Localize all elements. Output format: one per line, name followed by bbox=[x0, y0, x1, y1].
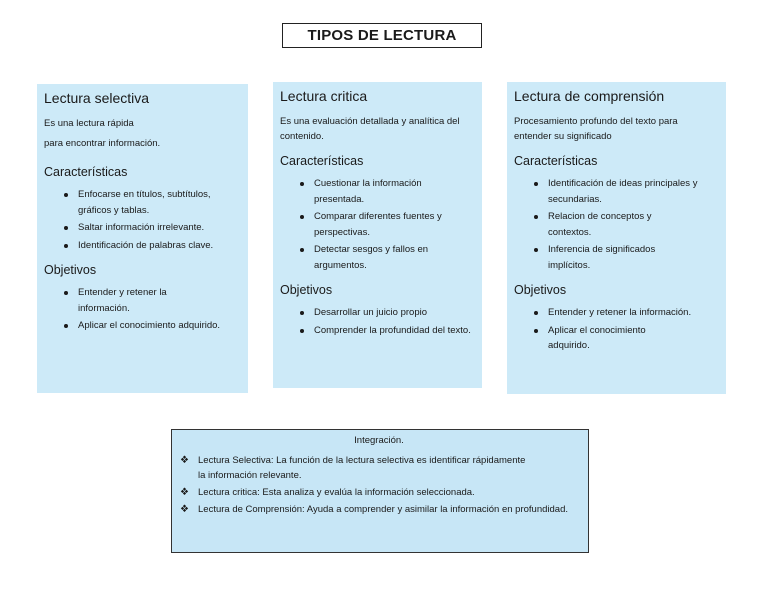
list-item: Identificación de ideas principales y secundarias. bbox=[548, 176, 719, 207]
characteristics-list bbox=[280, 176, 475, 273]
list-item: Entender y retener la información. bbox=[548, 305, 719, 321]
diamond-bullet-icon: ❖ bbox=[180, 455, 189, 466]
diamond-bullet-icon: ❖ bbox=[180, 504, 189, 515]
characteristics-heading: Características bbox=[514, 154, 598, 168]
characteristics-list bbox=[44, 187, 241, 253]
list-item-text: Lectura critica: Esta analiza y evalúa la información seleccionada. bbox=[198, 487, 475, 498]
card-title: Lectura critica bbox=[280, 88, 368, 104]
integration-list bbox=[180, 453, 578, 517]
list-item: Relacion de conceptos y contextos. bbox=[548, 209, 719, 240]
characteristics-heading: Características bbox=[280, 154, 364, 168]
integration-title: Integración. bbox=[354, 435, 404, 446]
card-title: Lectura de comprensión bbox=[514, 88, 665, 104]
diamond-bullet-icon: ❖ bbox=[180, 487, 189, 498]
list-item: Inferencia de significados implícitos. bbox=[548, 242, 719, 273]
objectives-heading: Objetivos bbox=[514, 283, 567, 297]
list-item: Cuestionar la información presentada. bbox=[314, 176, 475, 207]
list-item: Desarrollar un juicio propio bbox=[314, 305, 475, 321]
list-item: Identificación de palabras clave. bbox=[78, 238, 241, 254]
list-item: Comparar diferentes fuentes y perspectivas. bbox=[314, 209, 475, 240]
objectives-list bbox=[280, 305, 475, 338]
card-description: Procesamiento profundo del texto para entender su significado bbox=[514, 116, 678, 142]
card-lectura-de-comprension bbox=[507, 82, 726, 394]
list-item bbox=[180, 485, 578, 500]
card-title: Lectura selectiva bbox=[44, 90, 150, 106]
card-description: Es una evaluación detallada y analítica del contenido. bbox=[280, 116, 460, 142]
objectives-heading: Objetivos bbox=[44, 263, 97, 277]
objectives-list bbox=[44, 285, 241, 334]
list-item bbox=[180, 502, 578, 517]
card-description-line: Es una lectura rápida bbox=[44, 118, 134, 129]
card-lectura-selectiva bbox=[37, 84, 248, 393]
list-item-text: Lectura Selectiva: La función de la lectura selectiva es identificar rápidamente la información relevante. bbox=[198, 455, 526, 481]
list-item: Detectar sesgos y fallos en argumentos. bbox=[314, 242, 475, 273]
characteristics-list bbox=[514, 176, 719, 273]
list-item: Aplicar el conocimiento adquirido. bbox=[548, 323, 719, 354]
characteristics-heading: Características bbox=[44, 165, 128, 179]
list-item: Saltar información irrelevante. bbox=[78, 220, 241, 236]
list-item: Comprender la profundidad del texto. bbox=[314, 323, 475, 339]
card-lectura-critica bbox=[273, 82, 482, 388]
list-item: Aplicar el conocimiento adquirido. bbox=[78, 318, 241, 334]
objectives-list bbox=[514, 305, 719, 354]
card-description-line: para encontrar información. bbox=[44, 138, 161, 149]
integration-box bbox=[171, 429, 589, 553]
page-title: TIPOS DE LECTURA bbox=[282, 23, 482, 48]
list-item bbox=[180, 453, 578, 483]
list-item: Enfocarse en títulos, subtítulos, gráficos y tablas. bbox=[78, 187, 241, 218]
list-item: Entender y retener la información. bbox=[78, 285, 241, 316]
list-item-text: Lectura de Comprensión: Ayuda a comprender y asimilar la información en profundidad. bbox=[198, 504, 569, 515]
objectives-heading: Objetivos bbox=[280, 283, 333, 297]
